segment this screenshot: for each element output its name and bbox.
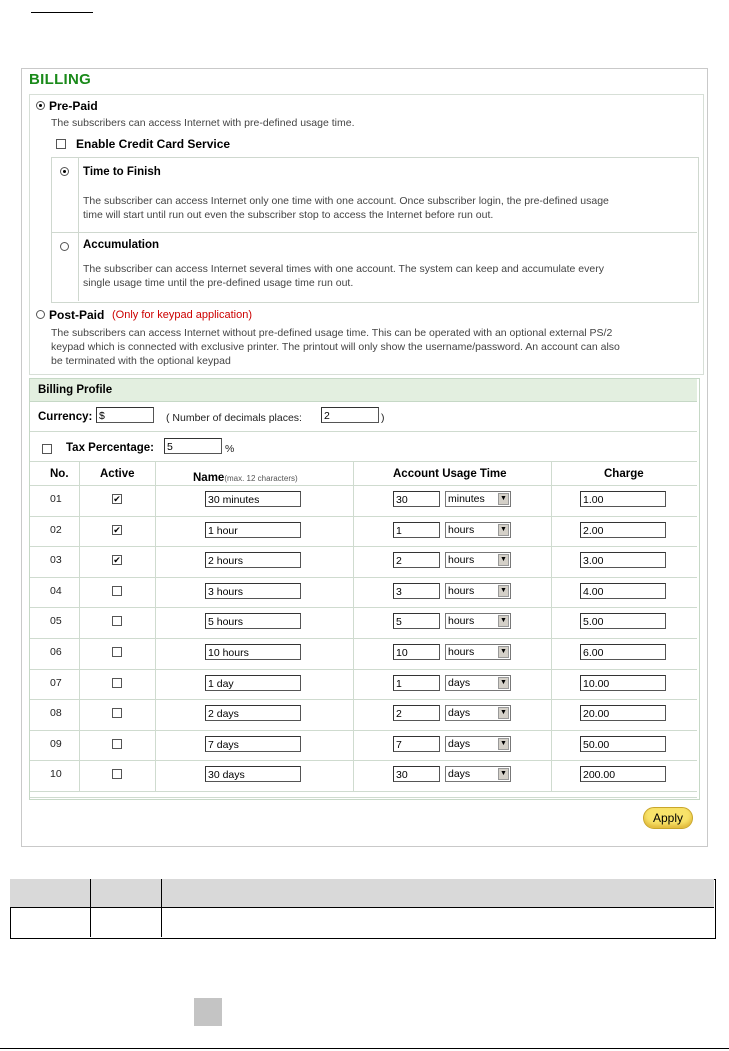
accumulation-radio[interactable] <box>60 242 69 251</box>
row-name-input[interactable]: 2 days <box>205 705 301 721</box>
chevron-down-icon[interactable]: ▼ <box>498 615 509 627</box>
chevron-down-icon[interactable]: ▼ <box>498 738 509 750</box>
row-active-checkbox[interactable]: ✔ <box>113 555 121 565</box>
row-name-input[interactable]: 3 hours <box>205 583 301 599</box>
accumulation-label: Accumulation <box>83 239 160 251</box>
postpaid-desc-1: The subscribers can access Internet without pre-defined usage time. This can be operated with an optional external PS/2 <box>51 327 613 339</box>
row-unit-value: days <box>448 707 471 719</box>
col-header-charge: Charge <box>604 468 644 480</box>
row-time-input[interactable]: 3 <box>393 583 440 599</box>
row-charge-input[interactable]: 2.00 <box>580 522 666 538</box>
row-active-checkbox[interactable]: ✔ <box>113 494 121 504</box>
tax-input[interactable]: 5 <box>164 438 222 454</box>
time-to-finish-radio[interactable] <box>60 167 69 176</box>
billing-profile-header <box>30 379 697 402</box>
row-no: 06 <box>50 646 62 658</box>
credit-card-checkbox[interactable] <box>56 139 66 149</box>
time-to-finish-label: Time to Finish <box>83 166 161 178</box>
billing-profile-title: Billing Profile <box>38 384 113 396</box>
tax-checkbox[interactable] <box>42 444 52 454</box>
decimals-close: ) <box>381 412 385 424</box>
col-header-name-hint: (max. 12 characters) <box>224 474 298 483</box>
chevron-down-icon[interactable]: ▼ <box>498 585 509 597</box>
chevron-down-icon[interactable]: ▼ <box>498 707 509 719</box>
credit-card-label: Enable Credit Card Service <box>76 137 231 151</box>
row-no: 08 <box>50 707 62 719</box>
accumulation-desc-2: single usage time until the pre-defined usage time run out. <box>83 277 354 289</box>
row-no: 03 <box>50 554 62 566</box>
row-unit-select[interactable] <box>445 583 511 599</box>
row-no: 04 <box>50 585 62 597</box>
row-divider <box>30 791 697 792</box>
row-time-input[interactable]: 7 <box>393 736 440 752</box>
row-unit-value: hours <box>448 524 475 536</box>
row-active-checkbox[interactable] <box>112 708 122 718</box>
row-time-input[interactable]: 30 <box>393 766 440 782</box>
row-no: 05 <box>50 615 62 627</box>
row-no: 02 <box>50 524 62 536</box>
row-unit-value: hours <box>448 646 475 658</box>
row-unit-select[interactable] <box>445 552 511 568</box>
row-charge-input[interactable]: 20.00 <box>580 705 666 721</box>
row-unit-value: hours <box>448 615 475 627</box>
chevron-down-icon[interactable]: ▼ <box>498 768 509 780</box>
postpaid-desc-2: keypad which is connected with exclusive printer. The printout will only show the username/password. An account can also <box>51 341 620 353</box>
chevron-down-icon[interactable]: ▼ <box>498 646 509 658</box>
row-charge-input[interactable]: 3.00 <box>580 552 666 568</box>
row-charge-input[interactable]: 4.00 <box>580 583 666 599</box>
row-unit-select[interactable] <box>445 675 511 691</box>
row-charge-input[interactable]: 50.00 <box>580 736 666 752</box>
row-active-checkbox[interactable] <box>112 616 122 626</box>
row-unit-select[interactable] <box>445 613 511 629</box>
row-active-checkbox[interactable]: ✔ <box>113 525 121 535</box>
prepaid-label: Pre-Paid <box>49 99 98 113</box>
row-no: 10 <box>50 768 62 780</box>
row-unit-value: days <box>448 738 471 750</box>
row-time-input[interactable]: 30 <box>393 491 440 507</box>
top-rule <box>31 12 93 13</box>
doc-table-header <box>10 879 714 908</box>
doc-table-col-divider-2 <box>161 879 162 937</box>
row-unit-value: hours <box>448 585 475 597</box>
row-charge-input[interactable]: 10.00 <box>580 675 666 691</box>
time-to-finish-desc-1: The subscriber can access Internet only one time with one account. Once subscriber login, the pre-defined usage <box>83 195 609 207</box>
prepaid-mode-divider <box>51 232 697 233</box>
col-header-name <box>193 468 298 486</box>
row-no: 09 <box>50 738 62 750</box>
row-name-input[interactable]: 1 day <box>205 675 301 691</box>
tax-unit: % <box>225 443 235 455</box>
row-charge-input[interactable]: 6.00 <box>580 644 666 660</box>
row-name-input[interactable]: 30 days <box>205 766 301 782</box>
row-active-checkbox[interactable] <box>112 739 122 749</box>
row-unit-select[interactable] <box>445 705 511 721</box>
chevron-down-icon[interactable]: ▼ <box>498 493 509 505</box>
row-time-input[interactable]: 2 <box>393 705 440 721</box>
postpaid-desc-3: be terminated with the optional keypad <box>51 355 231 367</box>
chevron-down-icon[interactable]: ▼ <box>498 677 509 689</box>
accumulation-desc-1: The subscriber can access Internet several times with one account. The system can keep and accumulate every <box>83 263 604 275</box>
page-marker <box>194 998 222 1026</box>
postpaid-radio[interactable] <box>36 310 45 319</box>
decimals-label: ( Number of decimals places: <box>166 412 302 424</box>
row-time-input[interactable]: 10 <box>393 644 440 660</box>
row-active-checkbox[interactable] <box>112 769 122 779</box>
row-active-checkbox[interactable] <box>112 678 122 688</box>
apply-button[interactable]: Apply <box>643 807 693 829</box>
row-no: 01 <box>50 493 62 505</box>
row-active-checkbox[interactable] <box>112 586 122 596</box>
row-time-input[interactable]: 5 <box>393 613 440 629</box>
row-charge-input[interactable]: 1.00 <box>580 491 666 507</box>
row-time-input[interactable]: 1 <box>393 522 440 538</box>
billing-title: BILLING <box>29 71 92 88</box>
row-active-checkbox[interactable] <box>112 647 122 657</box>
row-unit-select[interactable] <box>445 522 511 538</box>
currency-row-divider <box>30 431 697 432</box>
col-header-usage: Account Usage Time <box>393 468 507 480</box>
decimals-input[interactable]: 2 <box>321 407 379 423</box>
time-to-finish-desc-2: time will start until run out even the subscriber stop to access the Internet before run out. <box>83 209 494 221</box>
postpaid-label: Post-Paid <box>49 308 105 322</box>
row-unit-value: days <box>448 677 471 689</box>
row-name-input[interactable]: 7 days <box>205 736 301 752</box>
postpaid-note: (Only for keypad application) <box>112 309 253 321</box>
row-charge-input[interactable]: 5.00 <box>580 613 666 629</box>
tax-row-divider <box>30 461 697 462</box>
row-no: 07 <box>50 677 62 689</box>
col-header-active: Active <box>100 468 135 480</box>
chevron-down-icon[interactable]: ▼ <box>498 524 509 536</box>
currency-input[interactable]: $ <box>96 407 154 423</box>
row-name-input[interactable]: 1 hour <box>205 522 301 538</box>
row-name-input[interactable]: 5 hours <box>205 613 301 629</box>
prepaid-radio[interactable] <box>36 101 45 110</box>
row-unit-select[interactable] <box>445 491 511 507</box>
row-unit-select[interactable] <box>445 644 511 660</box>
bottom-rule <box>0 1048 729 1049</box>
tax-label: Tax Percentage: <box>66 442 154 454</box>
col-header-name-label: Name <box>193 472 225 484</box>
row-charge-input[interactable]: 200.00 <box>580 766 666 782</box>
prepaid-mode-vdivider <box>78 157 79 301</box>
row-unit-value: hours <box>448 554 475 566</box>
prepaid-desc: The subscribers can access Internet with pre-defined usage time. <box>51 117 355 129</box>
row-unit-value: days <box>448 768 471 780</box>
row-name-input[interactable]: 30 minutes <box>205 491 301 507</box>
row-time-input[interactable]: 2 <box>393 552 440 568</box>
row-unit-select[interactable] <box>445 736 511 752</box>
doc-table-col-divider-1 <box>90 879 91 937</box>
row-name-input[interactable]: 2 hours <box>205 552 301 568</box>
row-name-input[interactable]: 10 hours <box>205 644 301 660</box>
row-unit-value: minutes <box>448 493 485 505</box>
currency-label: Currency: <box>38 411 93 423</box>
col-header-no: No. <box>50 468 69 480</box>
row-time-input[interactable]: 1 <box>393 675 440 691</box>
row-unit-select[interactable] <box>445 766 511 782</box>
chevron-down-icon[interactable]: ▼ <box>498 554 509 566</box>
apply-row-divider <box>30 797 697 798</box>
